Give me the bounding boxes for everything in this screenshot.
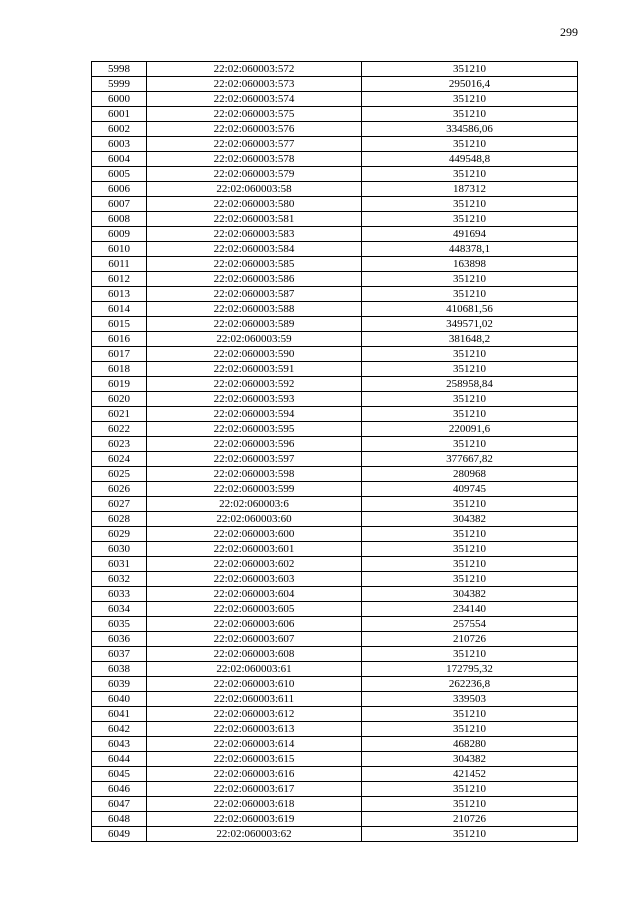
row-number-cell: 6006 <box>92 182 147 197</box>
row-number-cell: 6011 <box>92 257 147 272</box>
row-number-cell: 6002 <box>92 122 147 137</box>
row-number-cell: 6041 <box>92 707 147 722</box>
cadastral-value-cell: 351210 <box>362 212 578 227</box>
cadastral-number-cell: 22:02:060003:577 <box>147 137 362 152</box>
table-row <box>92 482 578 497</box>
cadastral-value-cell: 351210 <box>362 287 578 302</box>
cadastral-number-cell: 22:02:060003:595 <box>147 422 362 437</box>
table-row <box>92 467 578 482</box>
row-number-cell: 6028 <box>92 512 147 527</box>
table-row <box>92 497 578 512</box>
row-number-cell: 6046 <box>92 782 147 797</box>
cadastral-value-cell: 187312 <box>362 182 578 197</box>
cadastral-number-cell: 22:02:060003:596 <box>147 437 362 452</box>
table-row <box>92 542 578 557</box>
row-number-cell: 6024 <box>92 452 147 467</box>
table-row <box>92 647 578 662</box>
row-number-cell: 6032 <box>92 572 147 587</box>
table-row <box>92 722 578 737</box>
cadastral-value-cell: 280968 <box>362 467 578 482</box>
cadastral-value-cell: 262236,8 <box>362 677 578 692</box>
cadastral-number-cell: 22:02:060003:589 <box>147 317 362 332</box>
cadastral-value-cell: 351210 <box>362 347 578 362</box>
table-row <box>92 662 578 677</box>
cadastral-value-cell: 351210 <box>362 827 578 842</box>
cadastral-number-cell: 22:02:060003:578 <box>147 152 362 167</box>
row-number-cell: 6043 <box>92 737 147 752</box>
row-number-cell: 6020 <box>92 392 147 407</box>
cadastral-number-cell: 22:02:060003:587 <box>147 287 362 302</box>
cadastral-value-cell: 351210 <box>362 137 578 152</box>
cadastral-value-cell: 339503 <box>362 692 578 707</box>
table-row <box>92 332 578 347</box>
cadastral-value-cell: 351210 <box>362 107 578 122</box>
cadastral-number-cell: 22:02:060003:614 <box>147 737 362 752</box>
cadastral-value-cell: 351210 <box>362 497 578 512</box>
table-body <box>92 62 578 842</box>
row-number-cell: 6036 <box>92 632 147 647</box>
cadastral-number-cell: 22:02:060003:608 <box>147 647 362 662</box>
row-number-cell: 6001 <box>92 107 147 122</box>
page-number: 299 <box>560 25 578 39</box>
cadastral-value-cell: 468280 <box>362 737 578 752</box>
cadastral-number-cell: 22:02:060003:588 <box>147 302 362 317</box>
cadastral-number-cell: 22:02:060003:590 <box>147 347 362 362</box>
row-number-cell: 6019 <box>92 377 147 392</box>
cadastral-number-cell: 22:02:060003:581 <box>147 212 362 227</box>
cadastral-value-cell: 351210 <box>362 527 578 542</box>
cadastral-number-cell: 22:02:060003:607 <box>147 632 362 647</box>
row-number-cell: 6015 <box>92 317 147 332</box>
table-row <box>92 572 578 587</box>
row-number-cell: 6013 <box>92 287 147 302</box>
table-row <box>92 152 578 167</box>
cadastral-number-cell: 22:02:060003:604 <box>147 587 362 602</box>
cadastral-number-cell: 22:02:060003:616 <box>147 767 362 782</box>
row-number-cell: 6022 <box>92 422 147 437</box>
cadastral-value-cell: 351210 <box>362 572 578 587</box>
cadastral-number-cell: 22:02:060003:597 <box>147 452 362 467</box>
cadastral-number-cell: 22:02:060003:606 <box>147 617 362 632</box>
row-number-cell: 6040 <box>92 692 147 707</box>
cadastral-number-cell: 22:02:060003:61 <box>147 662 362 677</box>
table-row <box>92 752 578 767</box>
table-row <box>92 827 578 842</box>
cadastral-value-cell: 351210 <box>362 197 578 212</box>
cadastral-number-cell: 22:02:060003:572 <box>147 62 362 77</box>
row-number-cell: 6010 <box>92 242 147 257</box>
table-row <box>92 227 578 242</box>
cadastral-value-cell: 234140 <box>362 602 578 617</box>
cadastral-value-cell: 351210 <box>362 362 578 377</box>
cadastral-value-cell: 351210 <box>362 647 578 662</box>
table-row <box>92 767 578 782</box>
table-row <box>92 737 578 752</box>
cadastral-number-cell: 22:02:060003:574 <box>147 92 362 107</box>
cadastral-value-cell: 351210 <box>362 272 578 287</box>
row-number-cell: 6005 <box>92 167 147 182</box>
row-number-cell: 6003 <box>92 137 147 152</box>
cadastral-value-cell: 351210 <box>362 437 578 452</box>
table-row <box>92 137 578 152</box>
cadastral-number-cell: 22:02:060003:605 <box>147 602 362 617</box>
cadastral-number-cell: 22:02:060003:612 <box>147 707 362 722</box>
table-row <box>92 617 578 632</box>
cadastral-value-cell: 351210 <box>362 557 578 572</box>
row-number-cell: 6023 <box>92 437 147 452</box>
table-row <box>92 707 578 722</box>
table-row <box>92 272 578 287</box>
cadastral-value-cell: 351210 <box>362 782 578 797</box>
table-row <box>92 407 578 422</box>
cadastral-number-cell: 22:02:060003:598 <box>147 467 362 482</box>
table-row <box>92 212 578 227</box>
table-row <box>92 182 578 197</box>
row-number-cell: 6004 <box>92 152 147 167</box>
cadastral-number-cell: 22:02:060003:576 <box>147 122 362 137</box>
table-row <box>92 257 578 272</box>
row-number-cell: 6047 <box>92 797 147 812</box>
table-row <box>92 77 578 92</box>
row-number-cell: 5999 <box>92 77 147 92</box>
table-row <box>92 107 578 122</box>
cadastral-number-cell: 22:02:060003:610 <box>147 677 362 692</box>
row-number-cell: 6018 <box>92 362 147 377</box>
table-row <box>92 422 578 437</box>
row-number-cell: 6017 <box>92 347 147 362</box>
cadastral-number-cell: 22:02:060003:579 <box>147 167 362 182</box>
cadastral-value-cell: 351210 <box>362 797 578 812</box>
table-row <box>92 512 578 527</box>
cadastral-number-cell: 22:02:060003:591 <box>147 362 362 377</box>
cadastral-value-cell: 257554 <box>362 617 578 632</box>
cadastral-number-cell: 22:02:060003:60 <box>147 512 362 527</box>
cadastral-value-cell: 334586,06 <box>362 122 578 137</box>
cadastral-number-cell: 22:02:060003:617 <box>147 782 362 797</box>
cadastral-value-cell: 491694 <box>362 227 578 242</box>
table-row <box>92 452 578 467</box>
row-number-cell: 6031 <box>92 557 147 572</box>
table-row <box>92 287 578 302</box>
cadastral-value-cell: 421452 <box>362 767 578 782</box>
table-row <box>92 527 578 542</box>
table-row <box>92 392 578 407</box>
cadastral-number-cell: 22:02:060003:58 <box>147 182 362 197</box>
table-row <box>92 347 578 362</box>
row-number-cell: 6012 <box>92 272 147 287</box>
table-row <box>92 317 578 332</box>
cadastral-number-cell: 22:02:060003:601 <box>147 542 362 557</box>
cadastral-value-cell: 409745 <box>362 482 578 497</box>
row-number-cell: 6045 <box>92 767 147 782</box>
cadastral-value-cell: 304382 <box>362 752 578 767</box>
cadastral-number-cell: 22:02:060003:594 <box>147 407 362 422</box>
table-row <box>92 602 578 617</box>
cadastral-number-cell: 22:02:060003:575 <box>147 107 362 122</box>
table-row <box>92 167 578 182</box>
row-number-cell: 6029 <box>92 527 147 542</box>
row-number-cell: 6008 <box>92 212 147 227</box>
cadastral-number-cell: 22:02:060003:592 <box>147 377 362 392</box>
table-row <box>92 632 578 647</box>
cadastral-number-cell: 22:02:060003:603 <box>147 572 362 587</box>
cadastral-value-cell: 304382 <box>362 512 578 527</box>
table-row <box>92 812 578 827</box>
cadastral-value-cell: 295016,4 <box>362 77 578 92</box>
row-number-cell: 6033 <box>92 587 147 602</box>
cadastral-value-table <box>91 61 578 842</box>
cadastral-number-cell: 22:02:060003:62 <box>147 827 362 842</box>
row-number-cell: 6027 <box>92 497 147 512</box>
cadastral-value-cell: 449548,8 <box>362 152 578 167</box>
row-number-cell: 6021 <box>92 407 147 422</box>
cadastral-number-cell: 22:02:060003:600 <box>147 527 362 542</box>
row-number-cell: 6030 <box>92 542 147 557</box>
row-number-cell: 6025 <box>92 467 147 482</box>
row-number-cell: 6038 <box>92 662 147 677</box>
cadastral-value-cell: 448378,1 <box>362 242 578 257</box>
cadastral-value-cell: 351210 <box>362 92 578 107</box>
row-number-cell: 6037 <box>92 647 147 662</box>
cadastral-number-cell: 22:02:060003:584 <box>147 242 362 257</box>
row-number-cell: 6007 <box>92 197 147 212</box>
cadastral-number-cell: 22:02:060003:593 <box>147 392 362 407</box>
cadastral-value-cell: 304382 <box>362 587 578 602</box>
row-number-cell: 6035 <box>92 617 147 632</box>
row-number-cell: 6049 <box>92 827 147 842</box>
row-number-cell: 6026 <box>92 482 147 497</box>
table-row <box>92 197 578 212</box>
cadastral-value-cell: 377667,82 <box>362 452 578 467</box>
row-number-cell: 6044 <box>92 752 147 767</box>
cadastral-value-cell: 351210 <box>362 62 578 77</box>
table-row <box>92 362 578 377</box>
cadastral-number-cell: 22:02:060003:615 <box>147 752 362 767</box>
cadastral-number-cell: 22:02:060003:586 <box>147 272 362 287</box>
table-row <box>92 377 578 392</box>
cadastral-number-cell: 22:02:060003:613 <box>147 722 362 737</box>
cadastral-value-cell: 349571,02 <box>362 317 578 332</box>
cadastral-value-cell: 258958,84 <box>362 377 578 392</box>
cadastral-value-cell: 351210 <box>362 407 578 422</box>
cadastral-value-cell: 210726 <box>362 632 578 647</box>
cadastral-value-cell: 351210 <box>362 707 578 722</box>
row-number-cell: 6014 <box>92 302 147 317</box>
cadastral-value-cell: 351210 <box>362 167 578 182</box>
cadastral-number-cell: 22:02:060003:59 <box>147 332 362 347</box>
cadastral-value-cell: 381648,2 <box>362 332 578 347</box>
cadastral-number-cell: 22:02:060003:602 <box>147 557 362 572</box>
row-number-cell: 6048 <box>92 812 147 827</box>
cadastral-number-cell: 22:02:060003:611 <box>147 692 362 707</box>
table-row <box>92 782 578 797</box>
table-row <box>92 62 578 77</box>
cadastral-value-cell: 351210 <box>362 722 578 737</box>
cadastral-value-cell: 410681,56 <box>362 302 578 317</box>
cadastral-number-cell: 22:02:060003:573 <box>147 77 362 92</box>
table-row <box>92 557 578 572</box>
cadastral-number-cell: 22:02:060003:618 <box>147 797 362 812</box>
row-number-cell: 6042 <box>92 722 147 737</box>
cadastral-number-cell: 22:02:060003:583 <box>147 227 362 242</box>
table-row <box>92 122 578 137</box>
table-row <box>92 302 578 317</box>
table-row <box>92 797 578 812</box>
cadastral-value-cell: 210726 <box>362 812 578 827</box>
row-number-cell: 6016 <box>92 332 147 347</box>
cadastral-number-cell: 22:02:060003:6 <box>147 497 362 512</box>
row-number-cell: 6039 <box>92 677 147 692</box>
table-row <box>92 92 578 107</box>
table-row <box>92 587 578 602</box>
cadastral-value-cell: 351210 <box>362 542 578 557</box>
table-row <box>92 242 578 257</box>
cadastral-number-cell: 22:02:060003:580 <box>147 197 362 212</box>
cadastral-value-cell: 351210 <box>362 392 578 407</box>
cadastral-value-cell: 172795,32 <box>362 662 578 677</box>
table-row <box>92 437 578 452</box>
row-number-cell: 5998 <box>92 62 147 77</box>
row-number-cell: 6009 <box>92 227 147 242</box>
table-row <box>92 677 578 692</box>
row-number-cell: 6034 <box>92 602 147 617</box>
row-number-cell: 6000 <box>92 92 147 107</box>
cadastral-number-cell: 22:02:060003:619 <box>147 812 362 827</box>
cadastral-value-cell: 220091,6 <box>362 422 578 437</box>
cadastral-number-cell: 22:02:060003:599 <box>147 482 362 497</box>
cadastral-number-cell: 22:02:060003:585 <box>147 257 362 272</box>
table-row <box>92 692 578 707</box>
cadastral-value-cell: 163898 <box>362 257 578 272</box>
